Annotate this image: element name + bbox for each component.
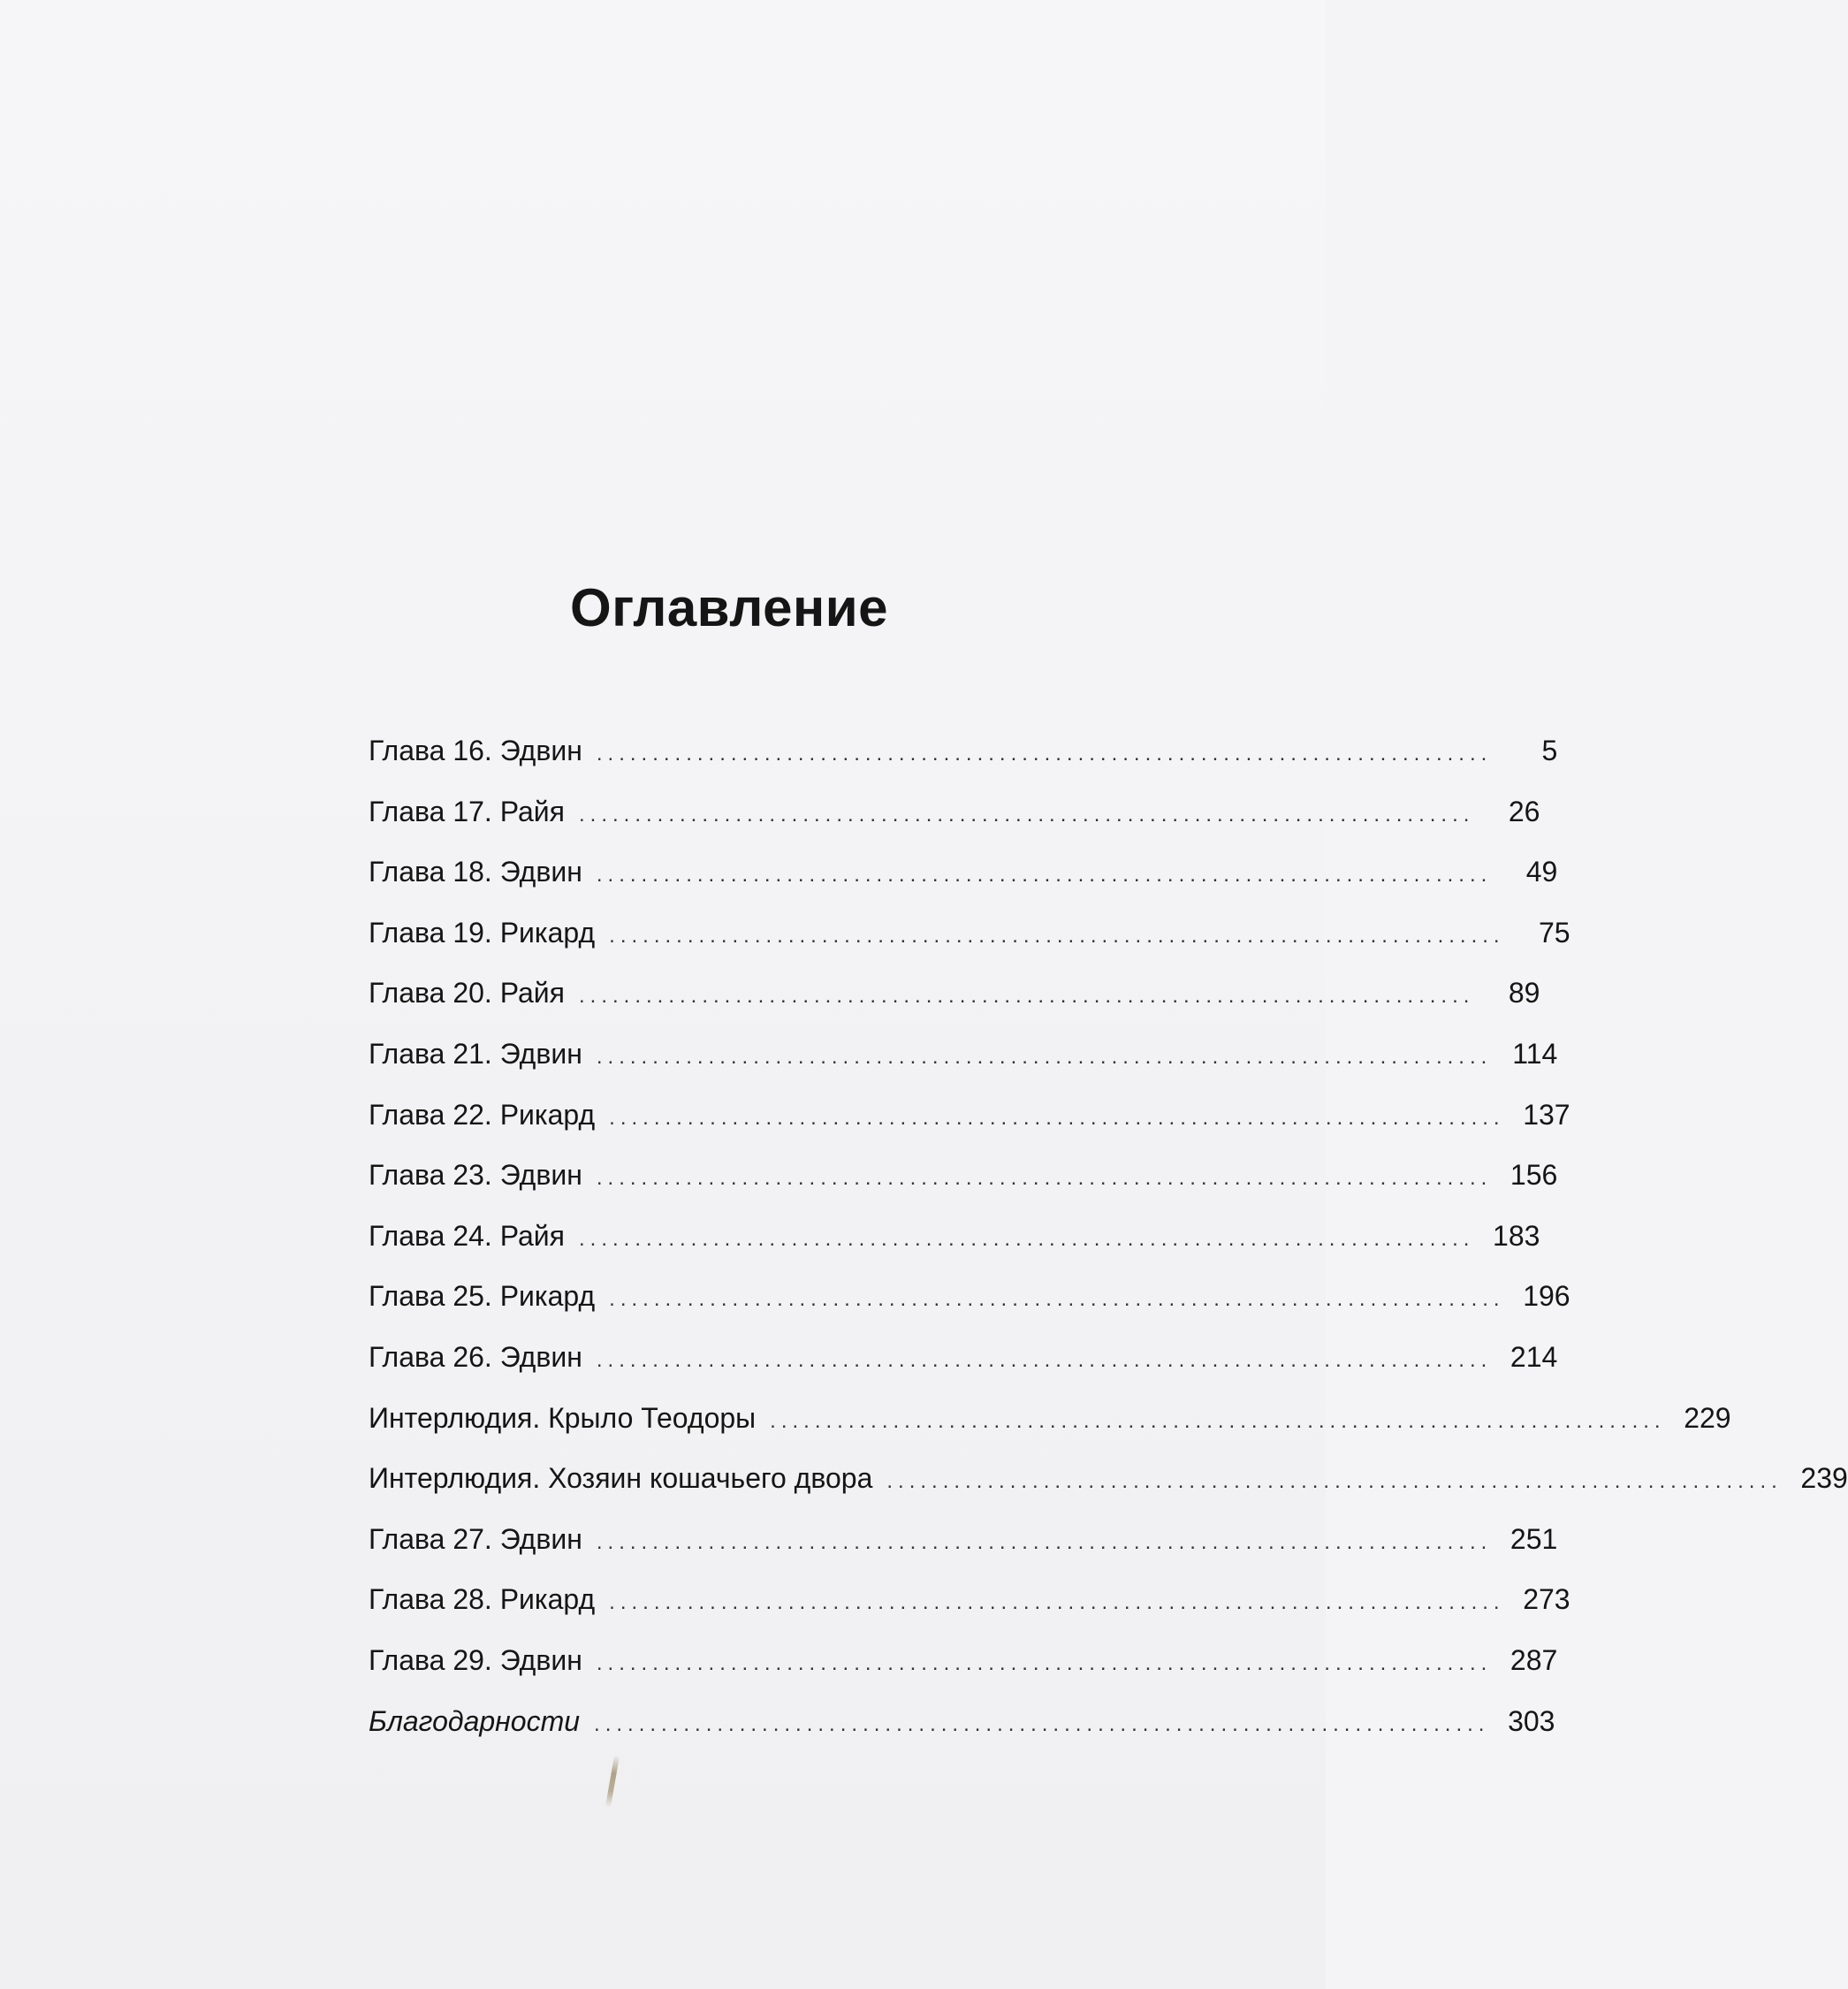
dot-leader: ................................................................................ xyxy=(609,1287,1505,1312)
toc-entry xyxy=(369,1574,1570,1635)
toc-entry-title: Глава 23. Эдвин xyxy=(369,1159,582,1192)
toc-entry xyxy=(369,1331,1558,1392)
dot-leader: ................................................................................ xyxy=(596,863,1493,888)
toc-entry-page: 156 xyxy=(1510,1159,1558,1192)
toc-entry-title: Глава 26. Эдвин xyxy=(369,1340,582,1373)
toc-entry xyxy=(369,1392,1731,1453)
dot-leader: ................................................................................ xyxy=(609,1105,1505,1130)
toc-entry xyxy=(369,1635,1558,1696)
toc-entry-page: 75 xyxy=(1539,916,1570,949)
toc-entry xyxy=(369,846,1558,907)
toc-entry-title: Глава 22. Рикард xyxy=(369,1098,596,1131)
table-of-contents xyxy=(369,725,1848,1756)
toc-entry-title: Глава 17. Райя xyxy=(369,795,565,827)
toc-entry xyxy=(369,967,1540,1028)
toc-entry-title: Глава 24. Райя xyxy=(369,1219,565,1252)
dot-leader: ................................................................................ xyxy=(596,1529,1493,1554)
toc-entry xyxy=(369,907,1570,968)
toc-entry-page: 196 xyxy=(1523,1280,1570,1313)
toc-heading: Оглавление xyxy=(570,578,888,637)
toc-entry-page: 214 xyxy=(1510,1340,1558,1373)
toc-entry-page: 137 xyxy=(1523,1098,1570,1131)
toc-entry-page: 287 xyxy=(1510,1643,1558,1676)
toc-entry-title: Глава 27. Эдвин xyxy=(369,1522,582,1555)
toc-entry-title: Глава 28. Рикард xyxy=(369,1583,596,1616)
dot-leader: ................................................................................ xyxy=(609,1590,1505,1615)
toc-entry-title: Интерлюдия. Хозяин кошачьего двора xyxy=(369,1462,873,1495)
toc-entry-title: Интерлюдия. Крыло Теодоры xyxy=(369,1401,757,1434)
toc-entry xyxy=(369,1696,1555,1757)
toc-entry xyxy=(369,725,1558,786)
dot-leader: ................................................................................ xyxy=(596,1347,1493,1372)
toc-entry xyxy=(369,1089,1570,1150)
toc-entry-title: Глава 19. Рикард xyxy=(369,916,596,949)
toc-entry-title: Благодарности xyxy=(369,1704,581,1737)
dot-leader: ................................................................................ xyxy=(578,984,1475,1009)
toc-entry xyxy=(369,1210,1540,1271)
toc-entry-page: 273 xyxy=(1523,1583,1570,1616)
toc-entry-page: 303 xyxy=(1508,1704,1555,1737)
toc-entry xyxy=(369,1513,1558,1574)
dot-leader: ................................................................................ xyxy=(594,1711,1490,1736)
toc-entry-page: 89 xyxy=(1508,977,1540,1010)
dot-leader: ................................................................................ xyxy=(609,923,1505,948)
toc-entry-page: 251 xyxy=(1510,1522,1558,1555)
dot-leader: ................................................................................ xyxy=(596,1166,1493,1191)
toc-entry xyxy=(369,1452,1848,1513)
toc-entry xyxy=(369,786,1540,847)
dot-leader: ................................................................................ xyxy=(578,802,1475,827)
dot-leader: ................................................................................ xyxy=(596,1044,1493,1069)
toc-entry xyxy=(369,1028,1558,1089)
toc-entry xyxy=(369,1270,1570,1331)
toc-entry-title: Глава 29. Эдвин xyxy=(369,1643,582,1676)
toc-entry xyxy=(369,1149,1558,1210)
dot-leader: ................................................................................ xyxy=(596,1650,1493,1675)
toc-entry-title: Глава 25. Рикард xyxy=(369,1280,596,1313)
toc-entry-page: 114 xyxy=(1512,1037,1558,1070)
toc-entry-title: Глава 16. Эдвин xyxy=(369,735,582,766)
dot-leader: ................................................................................ xyxy=(886,1469,1783,1494)
toc-entry-title: Глава 20. Райя xyxy=(369,977,565,1010)
toc-entry-title: Глава 21. Эдвин xyxy=(369,1037,582,1070)
toc-entry-page: 5 xyxy=(1541,735,1558,766)
dot-leader: ................................................................................ xyxy=(578,1226,1475,1251)
paper-crease-mark xyxy=(605,1755,620,1808)
toc-entry-page: 49 xyxy=(1525,856,1558,888)
toc-entry-page: 26 xyxy=(1508,795,1540,827)
toc-entry-title: Глава 18. Эдвин xyxy=(369,856,582,888)
toc-entry-page: 183 xyxy=(1493,1219,1540,1252)
dot-leader: ................................................................................ xyxy=(770,1408,1666,1433)
toc-entry-page: 239 xyxy=(1800,1462,1848,1495)
toc-entry-page: 229 xyxy=(1684,1401,1731,1434)
dot-leader: ................................................................................ xyxy=(596,742,1493,766)
